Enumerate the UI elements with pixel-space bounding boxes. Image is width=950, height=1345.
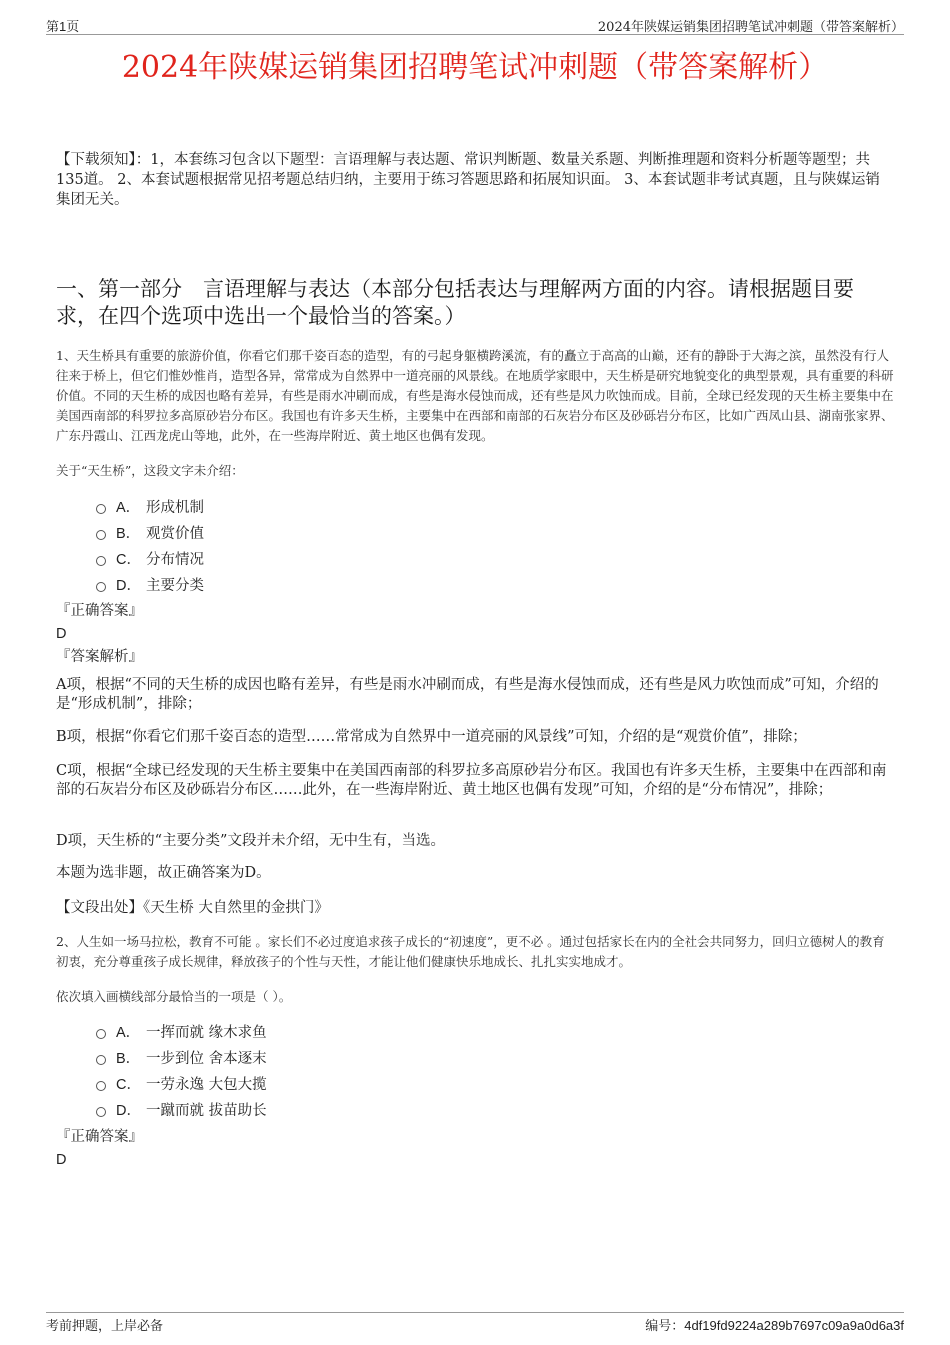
analysis-d: D项，天生桥的“主要分类”文段并未介绍，无中生有，当选。 <box>56 833 445 849</box>
option-c[interactable]: C． 分布情况 <box>96 545 204 571</box>
header-doc-title: 2024年陕媒运销集团招聘笔试冲刺题（带答案解析） <box>597 20 904 35</box>
page-footer <box>46 1312 904 1334</box>
option-a[interactable]: A． 形成机制 <box>96 493 204 519</box>
text-source: 【文段出处】《天生桥 大自然里的金拱门》 <box>56 900 329 916</box>
radio-icon[interactable] <box>96 1029 106 1039</box>
option-d[interactable]: D． 一蹴而就 拔苗助长 <box>96 1096 267 1122</box>
question-1-options <box>96 493 204 597</box>
analysis-b: B项，根据“你看它们那千姿百态的造型……常常成为自然界中一道亮丽的风景线”可知，介绍的是“观赏价值”，排除； <box>56 729 807 745</box>
option-d[interactable]: D． 主要分类 <box>96 571 204 597</box>
analysis-a: A项，根据“不同的天生桥的成因也略有差异，有些是雨水冲刷而成，有些是海水侵蚀而成，还有些是风力吹蚀而成”可知，介绍的是“形成机制”，排除； <box>56 677 879 712</box>
answer-value: D <box>56 626 67 642</box>
option-b[interactable]: B． 一步到位 舍本逐末 <box>96 1044 267 1070</box>
radio-icon[interactable] <box>96 1107 106 1117</box>
answer-value: D <box>56 1152 67 1168</box>
document-title: 2024年陕媒运销集团招聘笔试冲刺题（带答案解析） <box>121 50 829 85</box>
page-header <box>46 14 904 35</box>
page-number: 第1页 <box>46 19 80 34</box>
option-b[interactable]: B． 观赏价值 <box>96 519 204 545</box>
radio-icon[interactable] <box>96 530 106 540</box>
radio-icon[interactable] <box>96 1081 106 1091</box>
footer-slogan: 考前押题，上岸必备 <box>46 1319 164 1334</box>
radio-icon[interactable] <box>96 504 106 514</box>
section-heading: 一、第一部分 言语理解与表达（本部分包括表达与理解两方面的内容。请根据题目要求，在四个选项中选出一个最恰当的答案。） <box>56 277 854 328</box>
option-c[interactable]: C． 一劳永逸 大包大揽 <box>96 1070 267 1096</box>
radio-icon[interactable] <box>96 1055 106 1065</box>
analysis-conclusion: 本题为选非题，故正确答案为D。 <box>56 865 271 881</box>
answer-label: 『正确答案』 <box>56 1129 143 1145</box>
download-notice: 【下载须知】：1，本套练习包含以下题型：言语理解与表达题、常识判断题、数量关系题、判断推理题和资料分析题等题型；共135道。 2、本套试题根据常见招考题总结归纳，主要用于练习答题思路和拓展知识面。 3、本套试题非考试真题，且与陕媒运销集团无关。 <box>56 152 880 208</box>
radio-icon[interactable] <box>96 556 106 566</box>
radio-icon[interactable] <box>96 582 106 592</box>
question-2-text: 2、人生如一场马拉松，教育不可能 。家长们不必过度追求孩子成长的“初速度”，更不必 。通过包括家长在内的全社会共同努力，回归立德树人的教育初衷，充分尊重孩子成长规律，释放孩子的个性与天性，才能让他们健康快乐地成长、扎扎实实地成才。 <box>56 934 885 969</box>
question-1-text: 1、天生桥具有重要的旅游价值，你看它们那千姿百态的造型，有的弓起身躯横跨溪流，有的矗立于高高的山巅，还有的静卧于大海之滨，虽然没有行人往来于桥上，但它们惟妙惟肖，造型各异，常常成为自然界中一道亮丽的风景线。在地质学家眼中，天生桥是研究地貌变化的典型景观，具有重要的科研价值。不同的天生桥的成因也略有差异，有些是雨水冲刷而成，有些是海水侵蚀而成，还有些是风力吹蚀而成。目前，全球已经发现的天生桥主要集中在美国西南部的科罗拉多高原砂岩分布区。我国也有许多天生桥，主要集中在西部和南部的石灰岩分布区及砂砾岩分布区，比如广西凤山县、湖南张家界、广东丹霞山、江西龙虎山等地，此外，在一些海岸附近、黄土地区也偶有发现。 <box>56 348 894 443</box>
question-1-prompt: 关于“天生桥”，这段文字未介绍： <box>56 463 244 478</box>
analysis-c: C项，根据“全球已经发现的天生桥主要集中在美国西南部的科罗拉多高原砂岩分布区。我国也有许多天生桥，主要集中在西部和南部的石灰岩分布区及砂砾岩分布区……此外，在一些海岸附近、黄土地区也偶有发现”可知，介绍的是“分布情况”，排除； <box>56 763 887 798</box>
question-1-answer <box>56 600 143 669</box>
footer-code: 编号：4df19fd9224a289b7697c09a9a0d6a3f <box>645 1318 904 1334</box>
question-2-options <box>96 1018 267 1122</box>
option-a[interactable]: A． 一挥而就 缘木求鱼 <box>96 1018 267 1044</box>
answer-label: 『正确答案』 <box>56 603 143 619</box>
question-2-answer <box>56 1126 143 1172</box>
question-2-prompt: 依次填入画横线部分最恰当的一项是（ ）。 <box>56 989 292 1004</box>
analysis-label: 『答案解析』 <box>56 649 143 665</box>
